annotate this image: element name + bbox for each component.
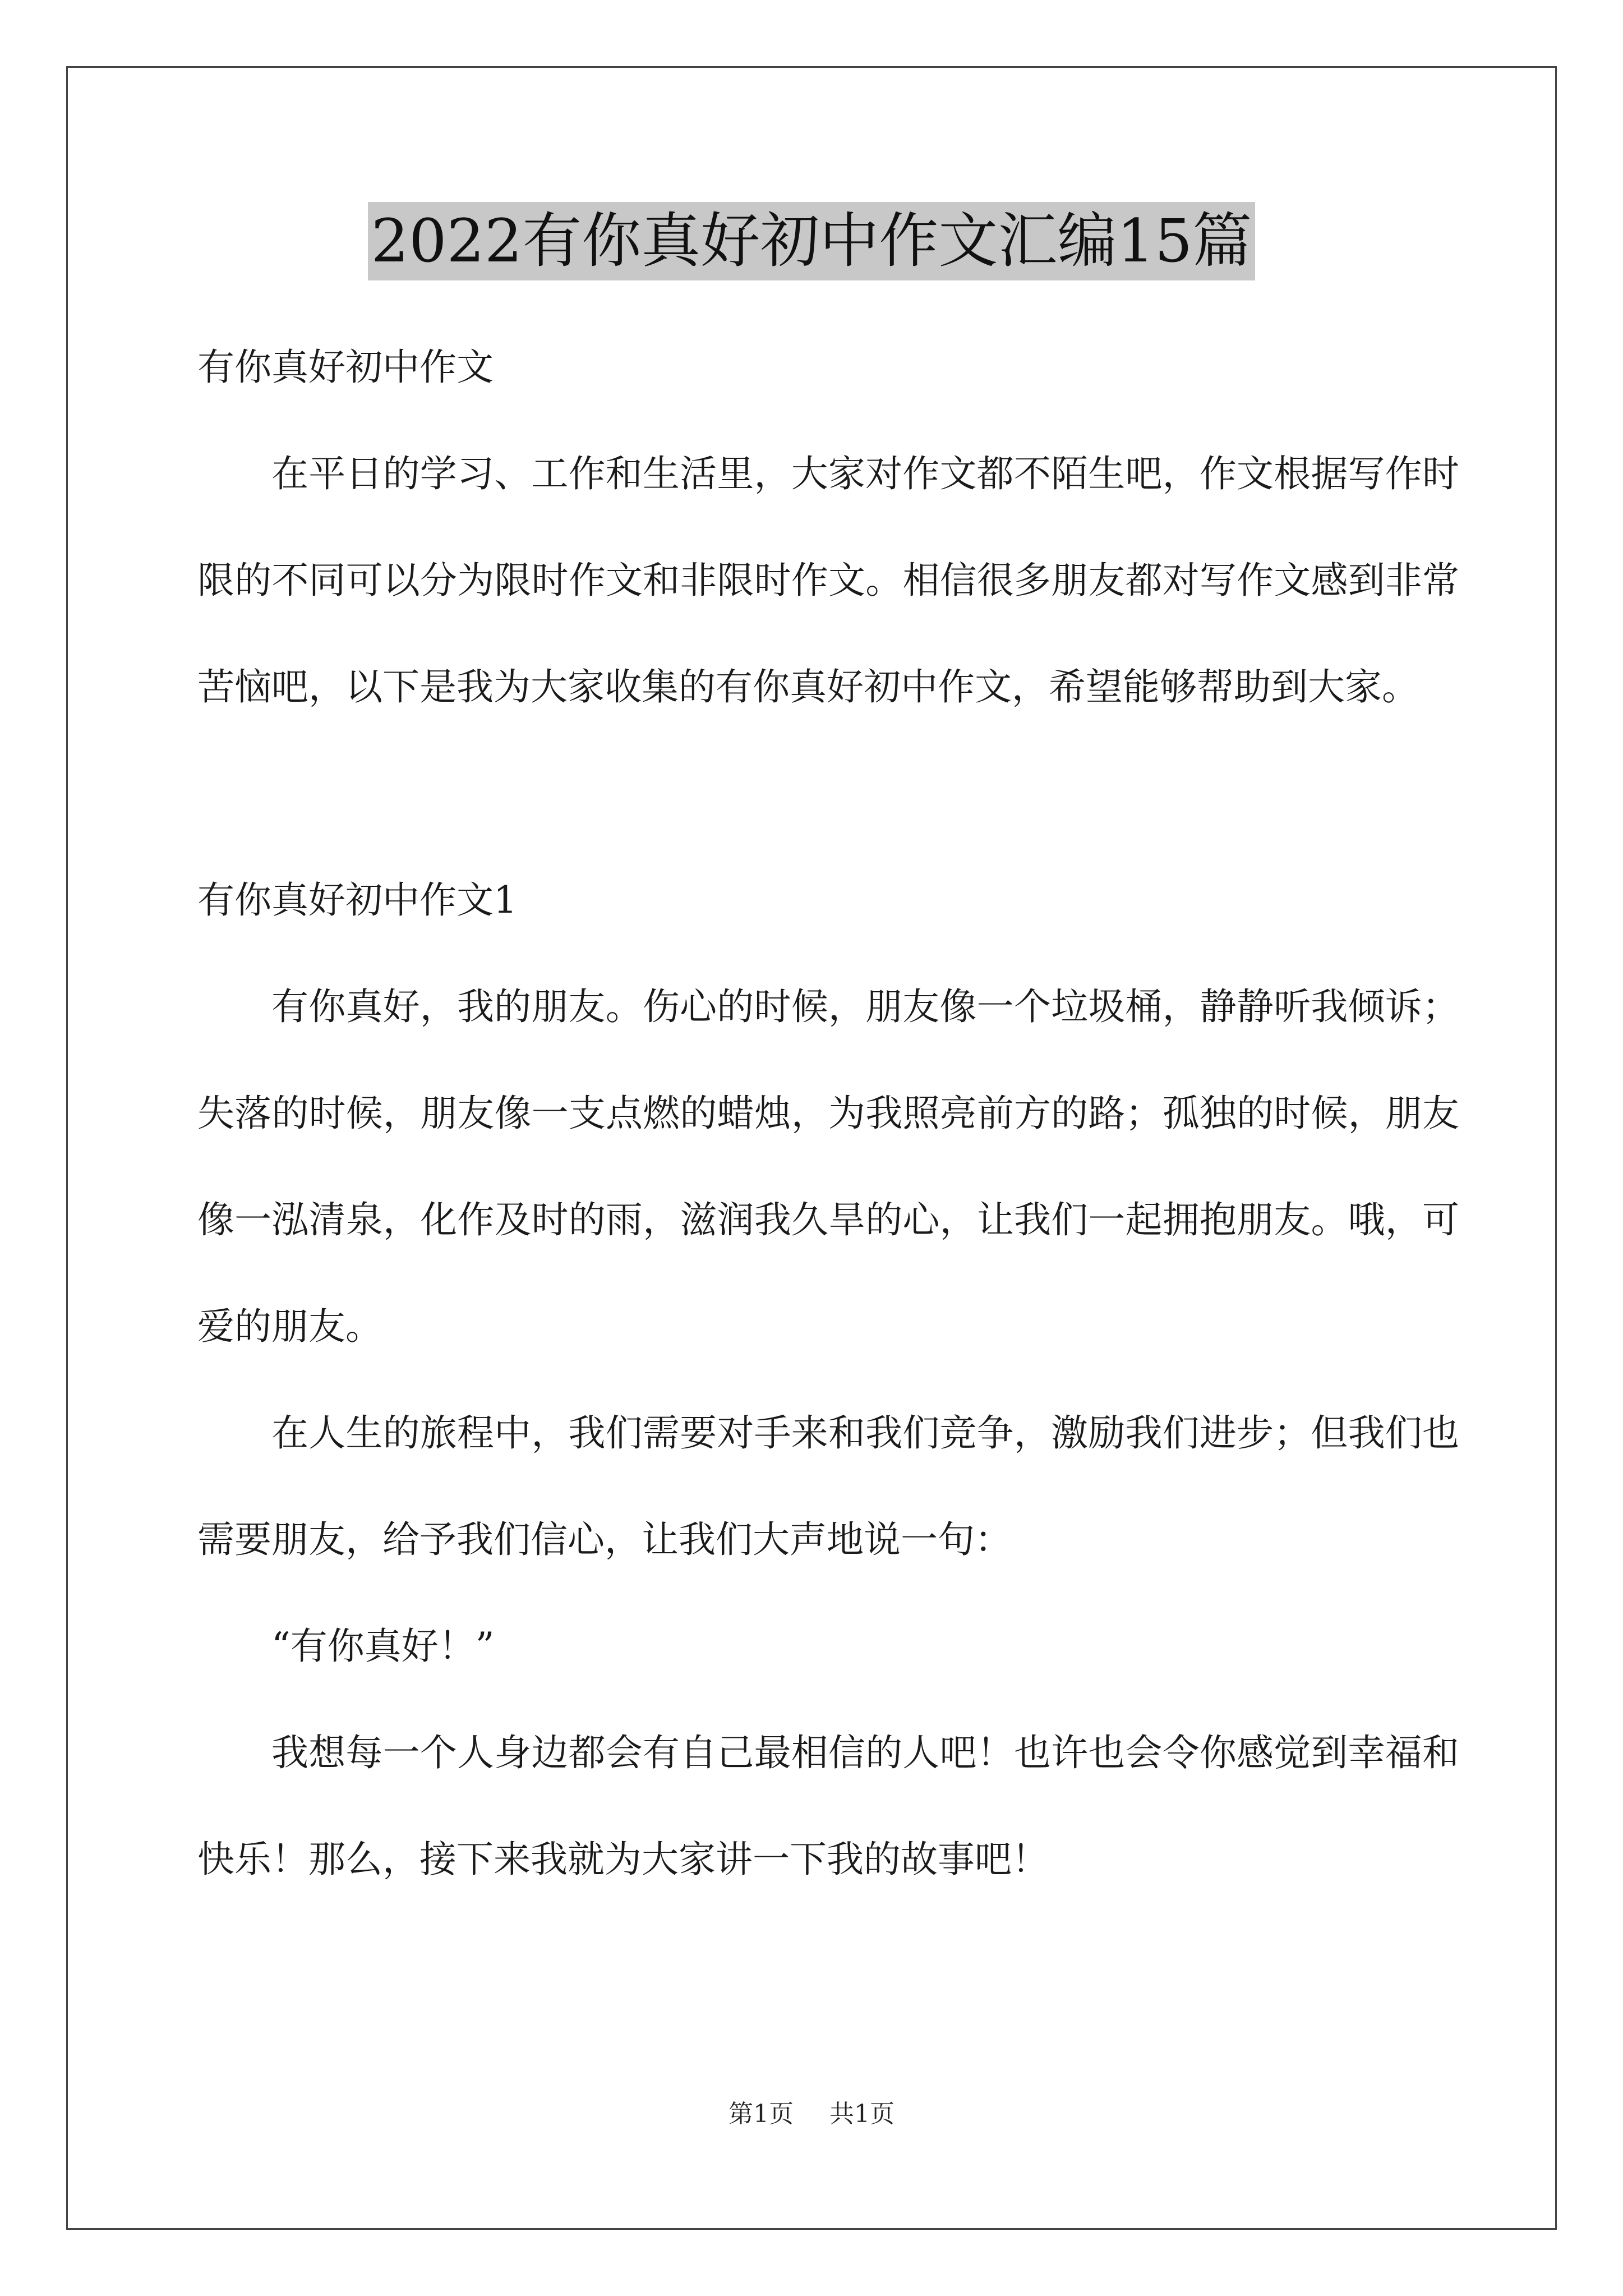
body-paragraph: 在平日的学习、工作和生活里，大家对作文都不陌生吧，作文根据写作时限的不同可以分为限时作文和非限时作文。相信很多朋友都对写作文感到非常苦恼吧，以下是我为大家收集的有你真好初中作文，希望能够帮助到大家。 [197,452,1459,708]
quote-paragraph: “有你真好！” [271,1625,495,1668]
document-body [197,314,1459,1913]
section-heading: 有你真好初中作文1 [197,878,517,922]
page-total: 共1页 [829,2100,895,2128]
page-number: 第1页 [728,2100,794,2128]
title-container [0,202,1623,280]
body-paragraph: 我想每一个人身边都会有自己最相信的人吧！也许也会令你感觉到幸福和快乐！那么，接下来我就为大家讲一下我的故事吧！ [197,1731,1459,1881]
body-paragraph: 在人生的旅程中，我们需要对手来和我们竞争，激励我们进步；但我们也需要朋友，给予我们信心，让我们大声地说一句： [197,1411,1459,1561]
body-paragraph: 有你真好，我的朋友。伤心的时候，朋友像一个垃圾桶，静静听我倾诉；失落的时候，朋友像一支点燃的蜡烛，为我照亮前方的路；孤独的时候，朋友像一泓清泉，化作及时的雨，滋润我久旱的心，让我们一起拥抱朋友。哦，可爱的朋友。 [197,985,1459,1348]
section-heading: 有你真好初中作文 [197,346,494,389]
document-title: 2022有你真好初中作文汇编15篇 [368,202,1256,280]
page-footer [0,2093,1623,2129]
